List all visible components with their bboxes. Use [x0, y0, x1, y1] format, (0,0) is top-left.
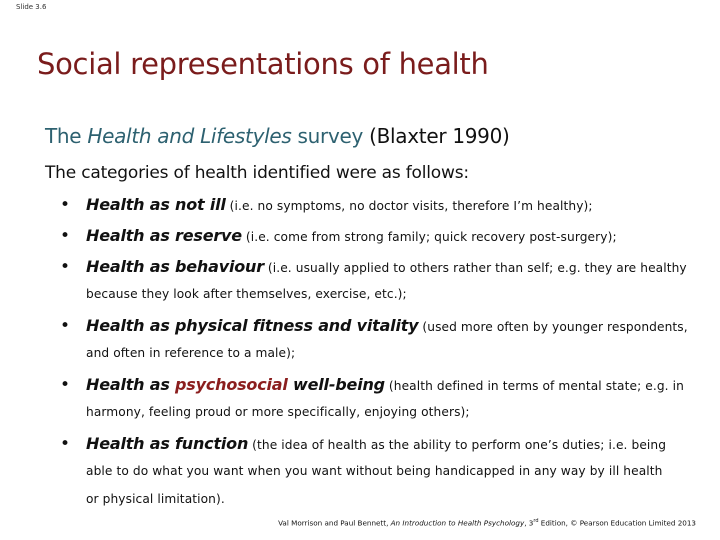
- category-name: Health as function: [86, 434, 249, 453]
- citation-edition-pre: , 3: [524, 518, 534, 528]
- category-description-continued: and often in reference to a male);: [86, 346, 296, 360]
- category-description-continued: harmony, feeling proud or more specifically, enjoying others);: [86, 405, 470, 419]
- category-name-highlight: psychosocial: [175, 375, 288, 394]
- survey-suffix: survey: [291, 124, 364, 148]
- survey-prefix: The: [45, 124, 88, 148]
- bullet-glyph: •: [60, 257, 71, 277]
- citation-edition-sup: rd: [533, 518, 539, 524]
- citation-footer: [278, 518, 696, 527]
- intro-text: The categories of health identified were as follows:: [45, 163, 469, 183]
- category-description: (i.e. usually applied to others rather than self; e.g. they are healthy: [263, 261, 687, 275]
- citation-edition-post: Edition, © Pearson Education Limited 2013: [538, 518, 696, 528]
- category-name: Health as physical fitness and vitality: [86, 316, 419, 335]
- list-item: [60, 255, 700, 308]
- list-item: [60, 193, 700, 218]
- category-name: Health as reserve: [86, 226, 242, 245]
- category-description: (i.e. no symptoms, no doctor visits, therefore I’m healthy);: [225, 199, 593, 213]
- list-item: [60, 432, 700, 513]
- survey-heading: [45, 124, 510, 148]
- list-item: [60, 314, 700, 367]
- bullet-glyph: •: [60, 316, 71, 336]
- bullet-glyph: •: [60, 226, 71, 246]
- list-item: [60, 224, 700, 249]
- survey-reference: (Blaxter 1990): [363, 124, 510, 148]
- bullet-glyph: •: [60, 434, 71, 454]
- citation-book: An Introduction to Health Psychology: [390, 518, 525, 528]
- category-description-continued: able to do what you want when you want without being handicapped in any way by ill health: [86, 464, 663, 478]
- survey-name: Health and Lifestyles: [87, 124, 292, 148]
- category-name-pre: Health as: [86, 375, 176, 394]
- category-description-continued: or physical limitation).: [86, 492, 225, 506]
- category-name: Health as not ill: [86, 195, 226, 214]
- category-description: (health defined in terms of mental state; e.g. in: [384, 379, 684, 393]
- slide-title: Social representations of health: [37, 47, 489, 82]
- category-name-post: well-being: [287, 375, 385, 394]
- category-description: (used more often by younger respondents,: [418, 320, 688, 334]
- list-item: [60, 373, 700, 426]
- bullet-glyph: •: [60, 195, 71, 215]
- citation-authors: Val Morrison and Paul Bennett,: [278, 518, 391, 528]
- category-description-continued: because they look after themselves, exercise, etc.);: [86, 287, 407, 301]
- category-name: [86, 375, 385, 394]
- health-categories-list: [60, 193, 700, 519]
- category-description: (the idea of health as the ability to perform one’s duties; i.e. being: [248, 438, 667, 452]
- slide-number: Slide 3.6: [16, 3, 47, 11]
- category-name: Health as behaviour: [86, 257, 264, 276]
- bullet-glyph: •: [60, 375, 71, 395]
- category-description: (i.e. come from strong family; quick recovery post-surgery);: [241, 230, 617, 244]
